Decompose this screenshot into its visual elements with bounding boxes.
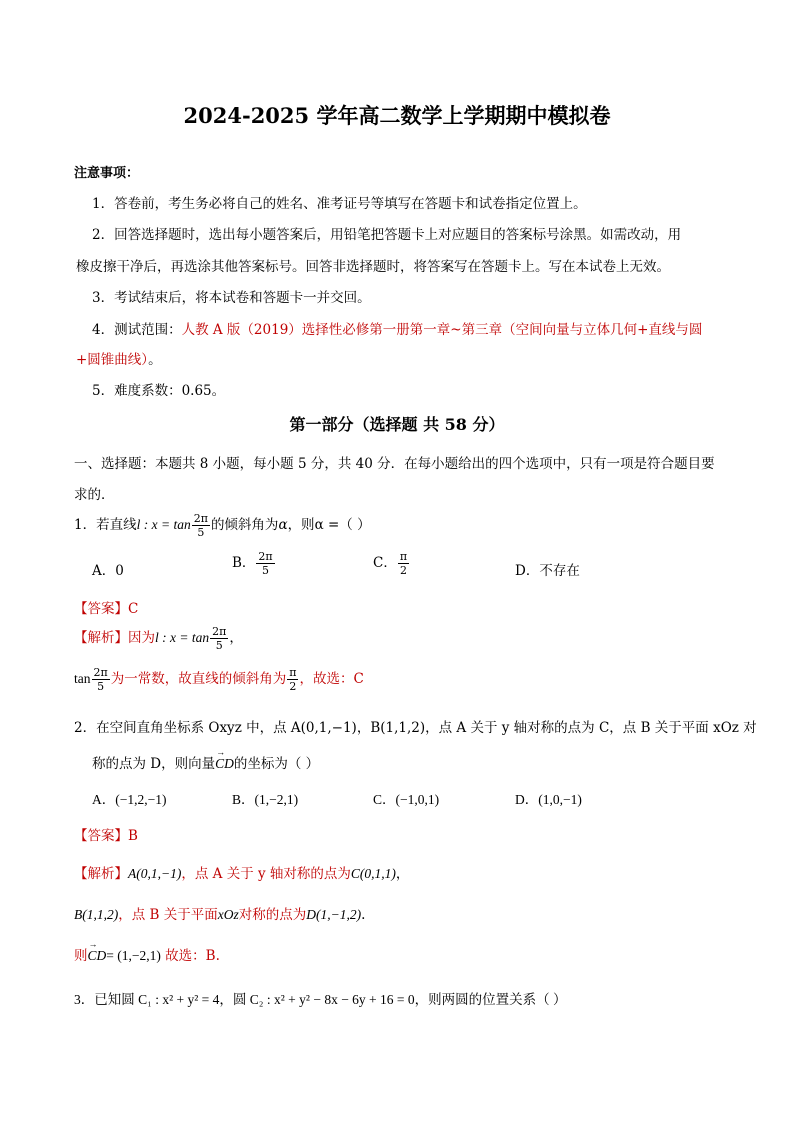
q1-answer: [74, 597, 138, 617]
q1-option-b[interactable]: B． $\frac{2\pi}{5}$: [232, 550, 273, 577]
q1-analysis-fraction: $\frac{2\pi}{5}$: [212, 625, 227, 652]
question-2-line-1: 2．在空间直角坐标系 Oxyz 中，点 A(0,1,−1)，B(1,1,2)，点 A 关于 y 轴对称的点为 C，点 B 关于平面 xOz 对: [74, 720, 757, 736]
page-title: 2024-2025 学年高二数学上学期期中模拟卷: [183, 103, 611, 128]
q1-option-c[interactable]: C． $\frac{\pi}{2}$: [373, 550, 408, 577]
q1-option-b-fraction: $\frac{2\pi}{5}$: [258, 550, 273, 577]
q2-option-a[interactable]: A．(−1,2,−1): [92, 792, 167, 807]
vector-cd: → CD: [215, 756, 234, 772]
answer-label: 【答案】: [74, 601, 128, 617]
question-1: [74, 512, 371, 539]
q1-middle: 的倾斜角为: [210, 517, 279, 533]
answer-value: C: [128, 601, 139, 617]
q2-answer: 【答案】B: [74, 828, 138, 844]
q2-option-d[interactable]: D．(1,0,−1): [515, 792, 582, 807]
q2-option-c[interactable]: C．(−1,0,1): [373, 792, 440, 807]
q1-analysis-2: tan $\frac{2\pi}{5}$ 为一常数，故直线的倾斜角为 $\frac{\pi}{2}$ ，故选：C: [74, 666, 364, 693]
scope-end: 。: [148, 352, 162, 368]
q1-fraction: $\frac{2\pi}{5}$: [193, 512, 208, 539]
q1-option-a[interactable]: A．0: [92, 563, 124, 579]
notice-heading: 注意事项：: [74, 166, 140, 181]
section-intro-1: 一、选择题：本题共 8 小题，每小题 5 分，共 40 分．在每小题给出的四个选项中，只有一项是符合题目要: [74, 456, 715, 472]
question-2-line-2: 称的点为 D，则向量→ CD的坐标为（ ）: [92, 752, 319, 772]
question-3: 3．已知圆 C₁ : x² + y² = 4，圆 C₂ : x² + y² − 8x − 6y + 16 = 0，则两圆的位置关系（ ）: [74, 992, 567, 1007]
q1-analysis-2-pi-fraction: $\frac{\pi}{2}$: [289, 666, 297, 693]
q2-analysis-3: 则→ CD= (1,−2,1) 故选：B.: [74, 944, 220, 964]
analysis-label: 【解析】: [74, 630, 128, 646]
q2-option-b[interactable]: B．(1,−2,1): [232, 792, 299, 807]
notice-item-4: [92, 318, 702, 338]
q1-prefix: 1．若直线: [74, 517, 137, 533]
notice-item-5: 5．难度系数：0.65。: [92, 383, 226, 399]
vector-cd-answer: → CD: [88, 948, 107, 964]
notice-item-1: 1．答卷前，考生务必将自己的姓名、准考证号等填写在答题卡和试卷指定位置上。: [92, 196, 587, 212]
q1-tail: ，则: [287, 517, 315, 533]
notice-item-2: 2．回答选择题时，选出每小题答案后，用铅笔把答题卡上对应题目的答案标号涂黑。如需改动，用: [92, 227, 682, 243]
q1-option-c-fraction: $\frac{\pi}{2}$: [399, 550, 408, 577]
notice-item-2-cont: 橡皮擦干净后，再选涂其他答案标号。回答非选择题时，将答案写在答题卡上。写在本试卷上无效。: [76, 259, 670, 275]
notice-item-4-cont: [76, 348, 162, 368]
section-title: 第一部分（选择题 共 58 分）: [289, 415, 505, 434]
scope-prefix: 4．测试范围：: [92, 322, 182, 338]
q2-analysis-1: 【解析】A(0,1,−1)，点 A 关于 y 轴对称的点为C(0,1,1)，: [74, 866, 410, 882]
q1-analysis-1: 【解析】因为l : x = tan $\frac{2\pi}{5}$ ，: [74, 625, 243, 652]
q1-option-d[interactable]: D．不存在: [515, 563, 580, 579]
scope-line-1: 人教 A 版（2019）选择性必修第一册第一章~第三章（空间向量与立体几何+直线与圆: [181, 322, 703, 338]
q1-analysis-2-fraction: $\frac{2\pi}{5}$: [93, 666, 108, 693]
section-intro-2: 求的．: [74, 487, 115, 503]
q1-alpha: α: [278, 517, 288, 533]
notice-item-3: 3．考试结束后，将本试卷和答题卡一并交回。: [92, 290, 371, 306]
scope-line-2: +圆锥曲线）: [76, 352, 149, 368]
q1-equation: l : x = tan: [136, 517, 191, 532]
q1-tail-2: α =（ ）: [314, 517, 371, 533]
q2-analysis-2: B(1,1,2)，点 B 关于平面xOz对称的点为D(1,−1,2).: [74, 907, 366, 923]
